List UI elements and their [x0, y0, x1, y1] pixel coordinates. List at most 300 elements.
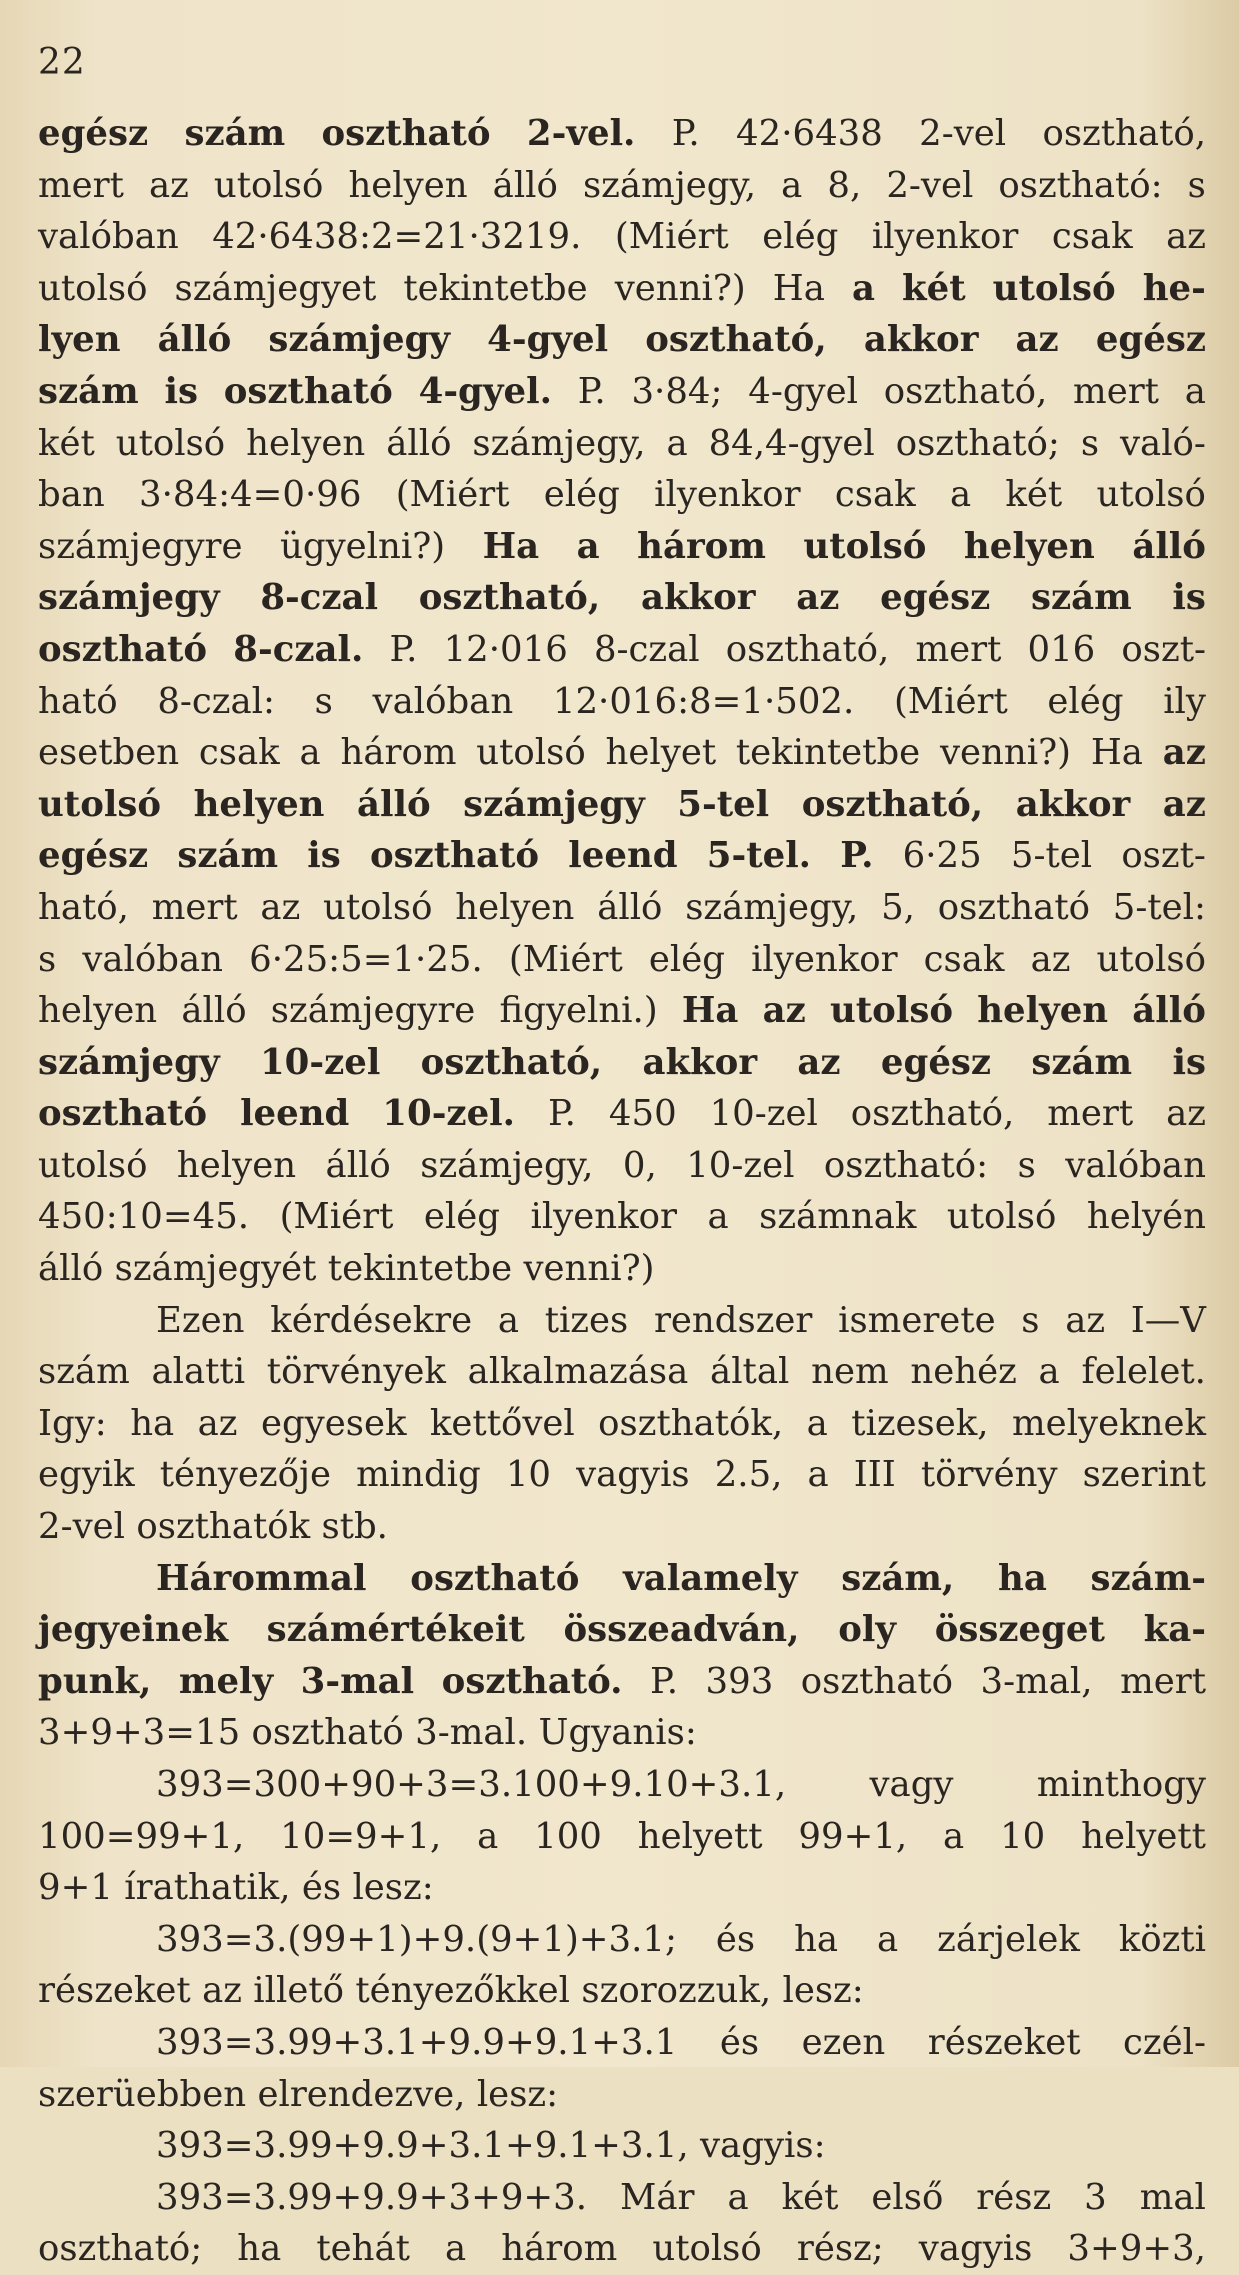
word: 5-tel [1010, 835, 1093, 877]
word: 2-vel [919, 113, 1007, 154]
word: elég [1047, 680, 1124, 722]
word: összeget [934, 1609, 1105, 1651]
word: osztható [38, 1093, 208, 1135]
word: egész [880, 1041, 992, 1083]
word: a [477, 1815, 499, 1857]
word: tizes [544, 1299, 629, 1341]
word: mert [1073, 370, 1159, 412]
word: osztható [38, 628, 208, 670]
word: álló [181, 990, 247, 1032]
word: a [576, 525, 600, 567]
word: az [796, 577, 840, 619]
word: osztható [410, 1557, 580, 1599]
word: oly [838, 1609, 896, 1651]
word: P. [671, 113, 700, 154]
word: osztható [321, 113, 491, 154]
word: vagyis [576, 1454, 690, 1496]
word: mert [1120, 1660, 1206, 1702]
word: ha [130, 1402, 175, 1444]
word: a [781, 164, 803, 206]
word: osztható, [418, 577, 601, 619]
word: lesz: [476, 2073, 559, 2115]
word: 450 [608, 1093, 677, 1135]
word: egyik [38, 1454, 135, 1496]
word: Ha [772, 267, 825, 309]
word: valóban [38, 216, 179, 258]
word: szám- [1090, 1557, 1206, 1599]
word: helyen [193, 783, 325, 825]
word: álló [38, 1248, 104, 1290]
word: a [299, 732, 321, 774]
word: számjegyre [38, 525, 243, 567]
word: ban [38, 474, 105, 516]
word: helyen [246, 422, 366, 464]
word: 4-gyel [748, 370, 858, 412]
text-line [38, 1553, 1206, 1605]
word: osztható [251, 1712, 404, 1754]
word: 6·25 [902, 835, 982, 877]
word: a [806, 1402, 828, 1444]
word: 393=3.99+9.9+3.1+9.1+3.1, [156, 2125, 689, 2167]
word: álló [386, 422, 452, 464]
word: az [1015, 319, 1059, 361]
word: az [1166, 1093, 1206, 1135]
word: P. [389, 628, 418, 670]
word: s [1021, 1299, 1040, 1341]
text-line [38, 1759, 1206, 1811]
text-line [38, 366, 1206, 418]
word: osztható: [823, 1144, 989, 1186]
word: osztható, [645, 319, 827, 361]
word: két [781, 2176, 839, 2218]
word: ilyenkor [654, 474, 801, 516]
word: oszt- [1121, 628, 1206, 670]
word: 3+9+3=15 [38, 1712, 241, 1754]
word: számjegyét [114, 1248, 317, 1290]
word: szám [38, 370, 139, 412]
word: 3·84:4=0·96 [139, 474, 362, 516]
word: Ugyanis: [538, 1712, 697, 1754]
word: kettővel [429, 1402, 575, 1444]
word: a [949, 474, 972, 516]
word: helyett [637, 1815, 763, 1857]
word: alatti [151, 1351, 246, 1393]
word: (Miért [395, 474, 510, 516]
word: a [444, 2228, 467, 2270]
word: 393=300+90+3=3.100+9.10+3.1, [156, 1764, 787, 1805]
word: 8-czal: [157, 680, 275, 722]
word: ha [998, 1557, 1047, 1599]
word: helyett [1081, 1815, 1206, 1857]
word: közti [1118, 1918, 1206, 1960]
word: számjegyre [270, 990, 476, 1032]
word: s [1187, 164, 1206, 206]
word: három [340, 732, 457, 774]
word: elrendezve, [257, 2073, 466, 2115]
word: 5-tel. [706, 835, 812, 877]
word: (Miért [614, 216, 729, 258]
word: számjegy, [472, 422, 646, 464]
word: törvények [266, 1351, 446, 1393]
word: számjegy [38, 1041, 220, 1083]
word: osztható [937, 886, 1090, 928]
word: Már [620, 2176, 695, 2218]
word: helyen [455, 886, 575, 928]
word: he- [1142, 267, 1206, 309]
word: 10-zel [709, 1093, 818, 1135]
word: I—V [1130, 1299, 1206, 1341]
word: alkalmazása [467, 1351, 689, 1393]
text-line [38, 1914, 1206, 1966]
word: 393=3.(99+1)+9.(9+1)+3.1; [156, 1918, 677, 1960]
word: is [164, 370, 198, 412]
word: czél- [1123, 2021, 1206, 2063]
word: tényezője [159, 1454, 332, 1496]
word: is [1172, 1041, 1206, 1083]
word: osztható [800, 1660, 954, 1702]
text-line [38, 676, 1206, 728]
word: szerüebben [38, 2073, 247, 2115]
word: egész [880, 577, 991, 619]
word: által [710, 1351, 790, 1393]
word: 4-gyel. [418, 370, 552, 412]
word: összeadván, [563, 1609, 800, 1651]
word: osztható, [420, 1041, 603, 1083]
word: szorozzuk, [581, 1970, 772, 2012]
word: mert [1047, 1093, 1134, 1135]
word: is [1172, 577, 1206, 619]
word: melyeknek [1012, 1402, 1206, 1444]
word: utolsó [652, 2228, 762, 2270]
word: írathatik, [124, 1867, 291, 1909]
text-line [38, 1037, 1206, 1089]
word: nehéz [910, 1351, 1017, 1393]
word: számjegy, [582, 164, 757, 206]
word: 84,4-gyel [708, 422, 875, 464]
text-line [38, 314, 1206, 366]
word: csak [834, 474, 916, 516]
word: s [38, 938, 57, 980]
word: elég [762, 216, 839, 258]
word: 2-vel [886, 164, 974, 206]
word: 12·016 [443, 628, 568, 670]
word: 3 [1084, 2176, 1107, 2218]
word: ezen [801, 2021, 886, 2063]
word: a [707, 1196, 729, 1238]
word: akkor [863, 319, 979, 361]
word: P. [577, 370, 606, 412]
text-line [38, 2017, 1206, 2069]
word: rész; [796, 2228, 884, 2270]
word: 2-vel. [526, 113, 636, 154]
word: az [1162, 783, 1206, 825]
word: 10-zel. [382, 1093, 516, 1135]
word: számnak [759, 1196, 917, 1238]
word: kérdésekre [270, 1299, 473, 1341]
word: álló [492, 164, 558, 206]
word: csak [923, 938, 1005, 980]
word: szám, [841, 1557, 955, 1599]
word: csak [1051, 216, 1133, 258]
word: Hárommal [156, 1557, 367, 1599]
word: 016 [1027, 628, 1096, 670]
word: a [1038, 1351, 1060, 1393]
word: 393=3.99+3.1+9.9+9.1+3.1 [156, 2021, 678, 2063]
word: lesz: [352, 1867, 434, 1909]
word: oszthatók [136, 1506, 311, 1548]
word: s [1017, 1144, 1036, 1186]
word: utolsó [946, 1196, 1057, 1238]
word: osztható, [850, 1093, 1015, 1135]
word: az [148, 164, 189, 206]
text-line [38, 1707, 1206, 1759]
word: helyen [963, 525, 1095, 567]
word: oszthatók, [598, 1402, 784, 1444]
word: tekintetbe [403, 267, 588, 309]
word: szám [1031, 1041, 1133, 1083]
word: és [719, 2021, 760, 2063]
word: utolsó [38, 267, 148, 309]
word: ha [794, 1918, 839, 1960]
word: szám [38, 1351, 130, 1393]
text-line [38, 1656, 1206, 1708]
word: (Miért [279, 1196, 394, 1238]
word: az [1065, 1299, 1106, 1341]
word: 393=3.99+9.9+3+9+3. [156, 2176, 588, 2218]
text-line [38, 882, 1206, 934]
text-line [38, 934, 1206, 986]
word: 8-czal [593, 628, 700, 670]
word: számjegy [268, 319, 451, 361]
word: 42·6438 [736, 113, 883, 154]
word: számjegy [463, 783, 645, 825]
text-line [38, 1604, 1206, 1656]
word: rendszer [653, 1299, 813, 1341]
word: egész [1095, 319, 1206, 361]
word: oszt- [1121, 835, 1206, 877]
word: valóban [1065, 1144, 1206, 1186]
text-line [38, 1449, 1206, 1501]
word: az [260, 886, 301, 928]
word: számjegyet [174, 267, 377, 309]
word: 12·016:8=1·502. [552, 680, 855, 722]
word: 3-mal, [980, 1660, 1093, 1702]
word: 3-mal [300, 1660, 415, 1702]
word: utolsó [1096, 474, 1206, 516]
word: ismerete [838, 1299, 996, 1341]
word: osztható: [998, 164, 1163, 206]
word: tizesek, [851, 1402, 989, 1444]
word: 4-gyel [487, 319, 609, 361]
text-line [38, 985, 1206, 1037]
word: 5, [881, 886, 915, 928]
word: valóban [82, 938, 224, 980]
word: helyen [176, 1144, 297, 1186]
word: mert [915, 628, 1002, 670]
word: 10=9+1, [280, 1815, 442, 1857]
text-line [38, 1346, 1206, 1398]
word: a [666, 422, 688, 464]
text-line [38, 1501, 1206, 1553]
word: 8-czal. [233, 628, 364, 670]
word: osztható [369, 835, 540, 877]
word: szám [184, 113, 286, 154]
word: punk, [38, 1660, 152, 1702]
word: részeket [38, 1970, 191, 2012]
word: két [1005, 474, 1063, 516]
word: szám [1030, 577, 1132, 619]
word: lesz: [782, 1970, 864, 2012]
word: utolsó [323, 886, 433, 928]
word: esetben [38, 732, 180, 774]
body-text [38, 108, 1206, 2275]
word: álló [157, 319, 232, 361]
word: venni?) [614, 267, 746, 309]
word: ilyenkor [751, 938, 898, 980]
word: és [301, 1867, 342, 1909]
word: zárjelek [937, 1918, 1080, 1960]
text-line [38, 1191, 1206, 1243]
word: tekintetbe [327, 1248, 513, 1290]
word: a [727, 2176, 749, 2218]
word: 3+9+3, [1067, 2228, 1206, 2270]
word: helyen [348, 164, 468, 206]
word: vagyis [918, 2228, 1033, 2270]
text-line [38, 1398, 1206, 1450]
word: ható [38, 680, 118, 722]
text-line [38, 727, 1206, 779]
text-line [38, 1811, 1206, 1863]
word: az [202, 1970, 242, 2012]
word: Ezen [156, 1299, 245, 1341]
text-line [38, 211, 1206, 263]
word: mindig [356, 1454, 481, 1496]
word: utolsó [992, 267, 1116, 309]
word: osztható [223, 370, 393, 412]
word: utolsó [115, 422, 226, 464]
word: 10 [505, 1454, 552, 1496]
text-line [38, 572, 1206, 624]
word: a [877, 1918, 899, 1960]
word: helyen [38, 990, 158, 1032]
word: csak [198, 732, 280, 774]
word: elég [543, 474, 620, 516]
word: 10-zel [686, 1144, 795, 1186]
word: utolsó [38, 1144, 148, 1186]
word: részeket [927, 2021, 1081, 2063]
word: helyén [1086, 1196, 1206, 1238]
word: utolsó [1096, 938, 1206, 980]
word: az [1030, 938, 1071, 980]
word: utolsó [476, 732, 586, 774]
word: mely [178, 1660, 274, 1702]
word: 6·25:5=1·25. [249, 938, 483, 980]
word: álló [325, 1144, 391, 1186]
word: 450:10=45. [38, 1196, 250, 1238]
word: venni?) [939, 732, 1072, 774]
word: ka- [1143, 1609, 1206, 1651]
word: álló [1132, 990, 1206, 1032]
word: akkor [640, 577, 756, 619]
word: ilyenkor [871, 216, 1019, 258]
text-line [38, 469, 1206, 521]
word: (Miért [893, 680, 1008, 722]
word: osztható, [883, 370, 1048, 412]
word: három [501, 2228, 618, 2270]
word: szám [177, 835, 279, 877]
word: 3-mal. [415, 1712, 528, 1754]
word: leend [240, 1093, 350, 1135]
word: is [307, 835, 341, 877]
text-line [38, 624, 1206, 676]
word: 10 [1000, 1815, 1046, 1857]
text-line [38, 1088, 1206, 1140]
word: álló [356, 783, 431, 825]
word: tehát [316, 2228, 410, 2270]
word: rész [976, 2176, 1052, 2218]
word: ily [1163, 680, 1206, 722]
word: utolsó [829, 990, 954, 1032]
word: három [637, 525, 766, 567]
word: 3·84; [631, 370, 723, 412]
text-line [38, 1295, 1206, 1347]
word: elég [423, 1196, 500, 1238]
word: 393 [705, 1660, 774, 1702]
word: osztható, [1042, 113, 1206, 154]
word: osztható; [895, 422, 1060, 464]
word: 2-vel [38, 1506, 125, 1548]
word: illető [253, 1970, 345, 2012]
page-number: 22 [38, 42, 86, 83]
word: leend [568, 835, 678, 877]
word: III [853, 1454, 896, 1496]
word: mert [151, 886, 238, 928]
text-line [38, 2120, 1206, 2172]
word: álló [1132, 525, 1206, 567]
word: egész [38, 835, 149, 877]
word: a [497, 1299, 519, 1341]
word: 42·6438:2=21·3219. [212, 216, 582, 258]
word: vagy [869, 1764, 954, 1805]
word: az [762, 990, 806, 1032]
word: helyen [977, 990, 1109, 1032]
text-line [38, 830, 1206, 882]
text-line [38, 521, 1206, 573]
word: 5-tel: [1112, 886, 1206, 928]
text-line [38, 1243, 1206, 1295]
word: Ha [681, 990, 739, 1032]
word: 99+1, [798, 1815, 908, 1857]
word: utolsó [803, 525, 927, 567]
word: figyelni.) [499, 990, 658, 1032]
word: P. [840, 835, 874, 877]
word: Igy: [38, 1402, 107, 1444]
word: első [871, 2176, 944, 2218]
word: a [1184, 370, 1206, 412]
word: ügyelni?) [280, 525, 446, 567]
word: helyet [605, 732, 717, 774]
word: osztható; [38, 2228, 203, 2270]
text-line [38, 779, 1206, 831]
word: az [1162, 732, 1206, 774]
word: 0, [622, 1144, 657, 1186]
word: 8, [827, 164, 862, 206]
word: 2.5, [714, 1454, 783, 1496]
word: az [197, 1402, 238, 1444]
word: az [797, 1041, 841, 1083]
word: ilyenkor [530, 1196, 677, 1238]
word: utolsó [213, 164, 324, 206]
